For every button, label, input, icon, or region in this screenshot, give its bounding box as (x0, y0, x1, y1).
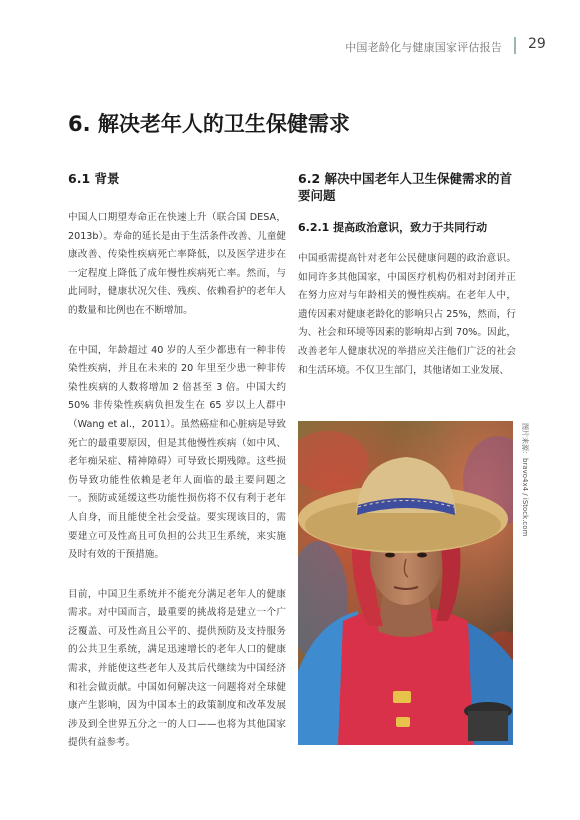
photo-elderly-woman (298, 421, 513, 745)
photo-illustration (298, 421, 513, 745)
subsection-title: 6.2.1 提高政治意识，致力于共同行动 (298, 221, 488, 234)
chapter-title: 6. 解决老年人的卫生保健需求 (68, 112, 350, 136)
paragraph: 目前，中国卫生系统并不能充分满足老年人的健康需求。对中国而言，最重要的挑战将是建立一个广泛覆盖、可及性高且公平的、提供预防及支持服务的公共卫生系统，满足迅速增长的老年人口的健康需求，并能使这些老年人及其后代继续为中国经济和社会做贡献。中国如何解决这一问题将对全球健康产生影响，因为中国本土的政策制度和改革发展涉及到全世界五分之一的人口——也将为其他国家提供有益参考。 (68, 588, 286, 749)
paragraph: 在中国，年龄超过 40 岁的人至少都患有一种非传染性疾病，并且在未来的 20 年里至少患一种非传染性疾病的人数将增加 2 倍甚至 3 倍。中国大约 50% 非传染性疾病负担发生在 65 岁以上人群中（Wang et al.，2011）。虽然癌症和心脏病是导致死亡的最重要原因，但是其他慢性疾病（如中风、老年痴呆症、精神障碍）可导致长期残障。这些损伤导致功能性依赖是老年人面临的最主要问题之一。预防或延缓这些功能性损伤将不仅有利于老年人自身，而且能使全社会受益。要实现该目的，需要建立可及性高且可负担的公共卫生系统，来实施及时有效的干预措施。 (68, 344, 286, 561)
photo-credit-text: 图片来源：bravo4x4 / iStock.com (521, 423, 529, 537)
section-title-background: 6.1 背景 (68, 171, 120, 186)
page-number: 29 (528, 36, 546, 52)
running-header-title: 中国老龄化与健康国家评估报告 (345, 41, 502, 54)
paragraph: 中国亟需提高针对老年公民健康问题的政治意识。如同许多其他国家，中国医疗机构仍相对封闭并正在努力应对与年龄相关的慢性疾病。在老年人中，遗传因素对健康老龄化的影响只占 25%，然而，行为、社会和环境等因素的影响却占到 70%。因此，改善老年人健康状况的举措应关注他们广泛的社会和生活环境。不仅卫生部门，其他诸如工业发展、 (298, 253, 516, 376)
photo-credit (518, 423, 532, 543)
right-column (298, 170, 516, 380)
section-title-priorities: 6.2 解决中国老年人卫生保健需求的首要问题 (298, 171, 512, 203)
paragraph: 中国人口期望寿命正在快速上升（联合国 DESA，2013b）。寿命的延长是由于生活条件改善、儿童健康改善、传染性疾病死亡率降低，以及医学进步在一定程度上降低了成年慢性疾病死亡率。然而，与此同时，健康状况欠佳、残疾、依赖看护的老年人的数量和比例也在不断增加。 (68, 212, 286, 316)
header-divider (514, 37, 516, 54)
left-column (68, 170, 286, 753)
